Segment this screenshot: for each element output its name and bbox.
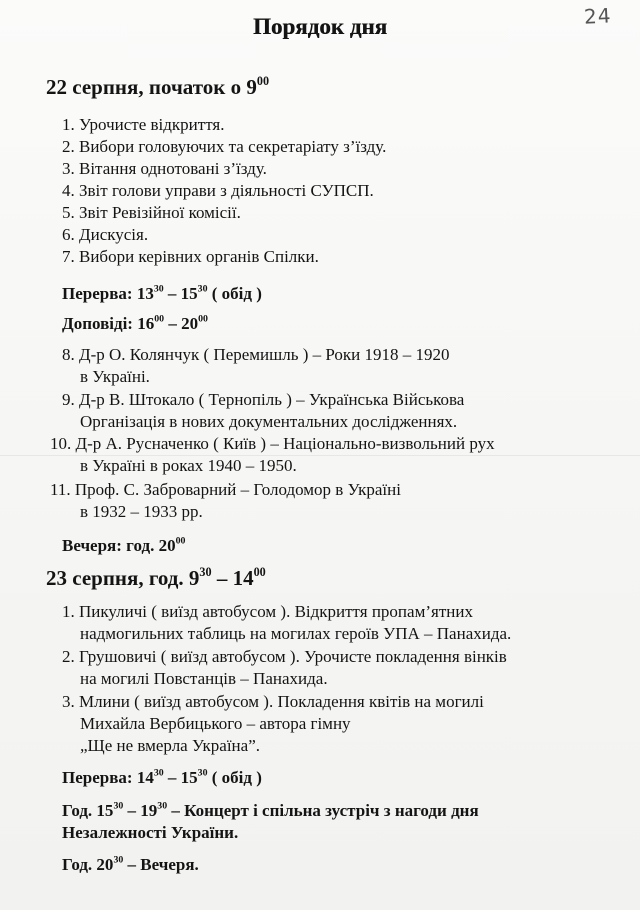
day2-heading	[46, 566, 266, 591]
supper-text: – Вечеря.	[123, 855, 199, 874]
supper-label: Год. 20	[62, 855, 114, 874]
item-continuation: надмогильних таблиць на могилах героїв УПА – Панахида.	[80, 624, 512, 643]
break-dash: – 15	[163, 768, 198, 787]
talk-item	[62, 389, 464, 411]
day2-break	[62, 768, 262, 788]
concert-sup-start: 30	[113, 800, 124, 812]
break-note: ( обід )	[207, 284, 262, 303]
talk-item	[50, 479, 401, 501]
day1-heading-text: 22 серпня, початок о 9	[46, 75, 257, 99]
item-line1: Млини ( виїзд автобусом ). Покладення квітів на могилі	[79, 692, 484, 711]
item-continuation: Михайла Вербицького – автора гімну	[80, 714, 351, 733]
list-item	[62, 691, 484, 713]
day2-supper	[62, 855, 199, 875]
talk-item	[62, 344, 450, 366]
item-text: Вибори головуючих та секретаріату з’їзду.	[79, 137, 387, 156]
day2-sup-end: 00	[253, 564, 266, 579]
item-number: 10.	[50, 434, 72, 453]
break-label: Перерва: 13	[62, 284, 154, 303]
break-sup-start: 30	[153, 767, 164, 779]
item-number: 1.	[62, 602, 75, 621]
item-number: 6.	[62, 225, 75, 244]
item-number: 2.	[62, 137, 75, 156]
talk-line1: Д-р А. Русначенко ( Київ ) – Національно-визвольний рух	[75, 434, 495, 453]
day2-heading-text: 23 серпня, год. 9	[46, 566, 200, 590]
item-number: 9.	[62, 390, 75, 409]
list-item	[62, 246, 319, 268]
talk-line1: Д-р О. Колянчук ( Перемишль ) – Роки 1918 – 1920	[79, 345, 450, 364]
list-item	[62, 180, 374, 202]
item-text: Урочисте відкриття.	[79, 115, 225, 134]
reports-sup-end: 00	[198, 313, 208, 325]
reports-sup-start: 00	[154, 313, 165, 325]
day2-concert	[62, 801, 479, 821]
item-number: 7.	[62, 247, 75, 266]
list-item	[62, 646, 507, 668]
supper-label: Вечеря: год. 20	[62, 536, 176, 555]
talk-item	[50, 433, 495, 455]
break-note: ( обід )	[207, 768, 262, 787]
talk-continuation: Організація в нових документальних дослідженнях.	[80, 412, 458, 431]
list-item	[62, 114, 224, 136]
day1-supper	[62, 536, 185, 556]
item-continuation: „Ще не вмерла Україна”.	[80, 736, 260, 755]
item-text: Вітання однотовані з’їзду.	[79, 159, 267, 178]
list-item	[62, 224, 148, 246]
list-item	[62, 158, 267, 180]
supper-sup: 30	[113, 854, 124, 866]
item-number: 3.	[62, 159, 75, 178]
page-title: Порядок дня	[252, 14, 388, 39]
talk-line1: Проф. С. Заброварний – Голодомор в Україні	[74, 480, 401, 499]
break-sup-start: 30	[153, 283, 164, 295]
day1-break	[62, 284, 262, 304]
talk-line1: Д-р В. Штокало ( Тернопіль ) – Українська Військова	[79, 390, 465, 409]
talk-continuation: в 1932 – 1933 рр.	[80, 502, 203, 521]
item-continuation: на могилі Повстанців – Панахида.	[80, 669, 328, 688]
item-text: Вибори керівних органів Спілки.	[79, 247, 319, 266]
item-text: Дискусія.	[79, 225, 149, 244]
item-line1: Пикуличі ( виїзд автобусом ). Відкриття пропам’ятних	[79, 602, 473, 621]
reports-label: Доповіді: 16	[62, 314, 155, 333]
day1-reports	[62, 314, 208, 334]
concert-text: – Концерт і спільна зустріч з нагоди дня	[167, 801, 479, 820]
item-number: 4.	[62, 181, 75, 200]
supper-sup: 00	[175, 535, 186, 547]
item-text: Звіт голови управи з діяльності СУПСП.	[79, 181, 374, 200]
handwritten-page-number: 24	[583, 3, 613, 29]
item-number: 11.	[50, 480, 71, 499]
day2-sup-start: 30	[199, 564, 212, 579]
break-label: Перерва: 14	[62, 768, 154, 787]
item-number: 8.	[62, 345, 75, 364]
break-sup-end: 30	[197, 283, 208, 295]
item-line1: Грушовичі ( виїзд автобусом ). Урочисте покладення вінків	[79, 647, 507, 666]
list-item	[62, 601, 473, 623]
break-sup-end: 30	[197, 767, 208, 779]
item-number: 1.	[62, 115, 75, 134]
item-number: 5.	[62, 203, 75, 222]
concert-sup-end: 30	[157, 800, 168, 812]
talk-continuation: в Україні.	[80, 367, 150, 386]
item-number: 2.	[62, 647, 75, 666]
list-item	[62, 136, 386, 158]
day2-dash: – 14	[211, 566, 254, 590]
list-item	[62, 202, 241, 224]
item-text: Звіт Ревізійної комісії.	[79, 203, 241, 222]
concert-dash: – 19	[123, 801, 158, 820]
break-dash: – 15	[163, 284, 198, 303]
day1-heading-sup: 00	[256, 73, 270, 88]
concert-label: Год. 15	[62, 801, 114, 820]
item-number: 3.	[62, 692, 75, 711]
talk-continuation: в Україні в роках 1940 – 1950.	[80, 456, 297, 475]
day2-concert-line2: Незалежності України.	[62, 823, 239, 842]
reports-dash: – 20	[164, 314, 199, 333]
day1-heading	[46, 75, 269, 100]
